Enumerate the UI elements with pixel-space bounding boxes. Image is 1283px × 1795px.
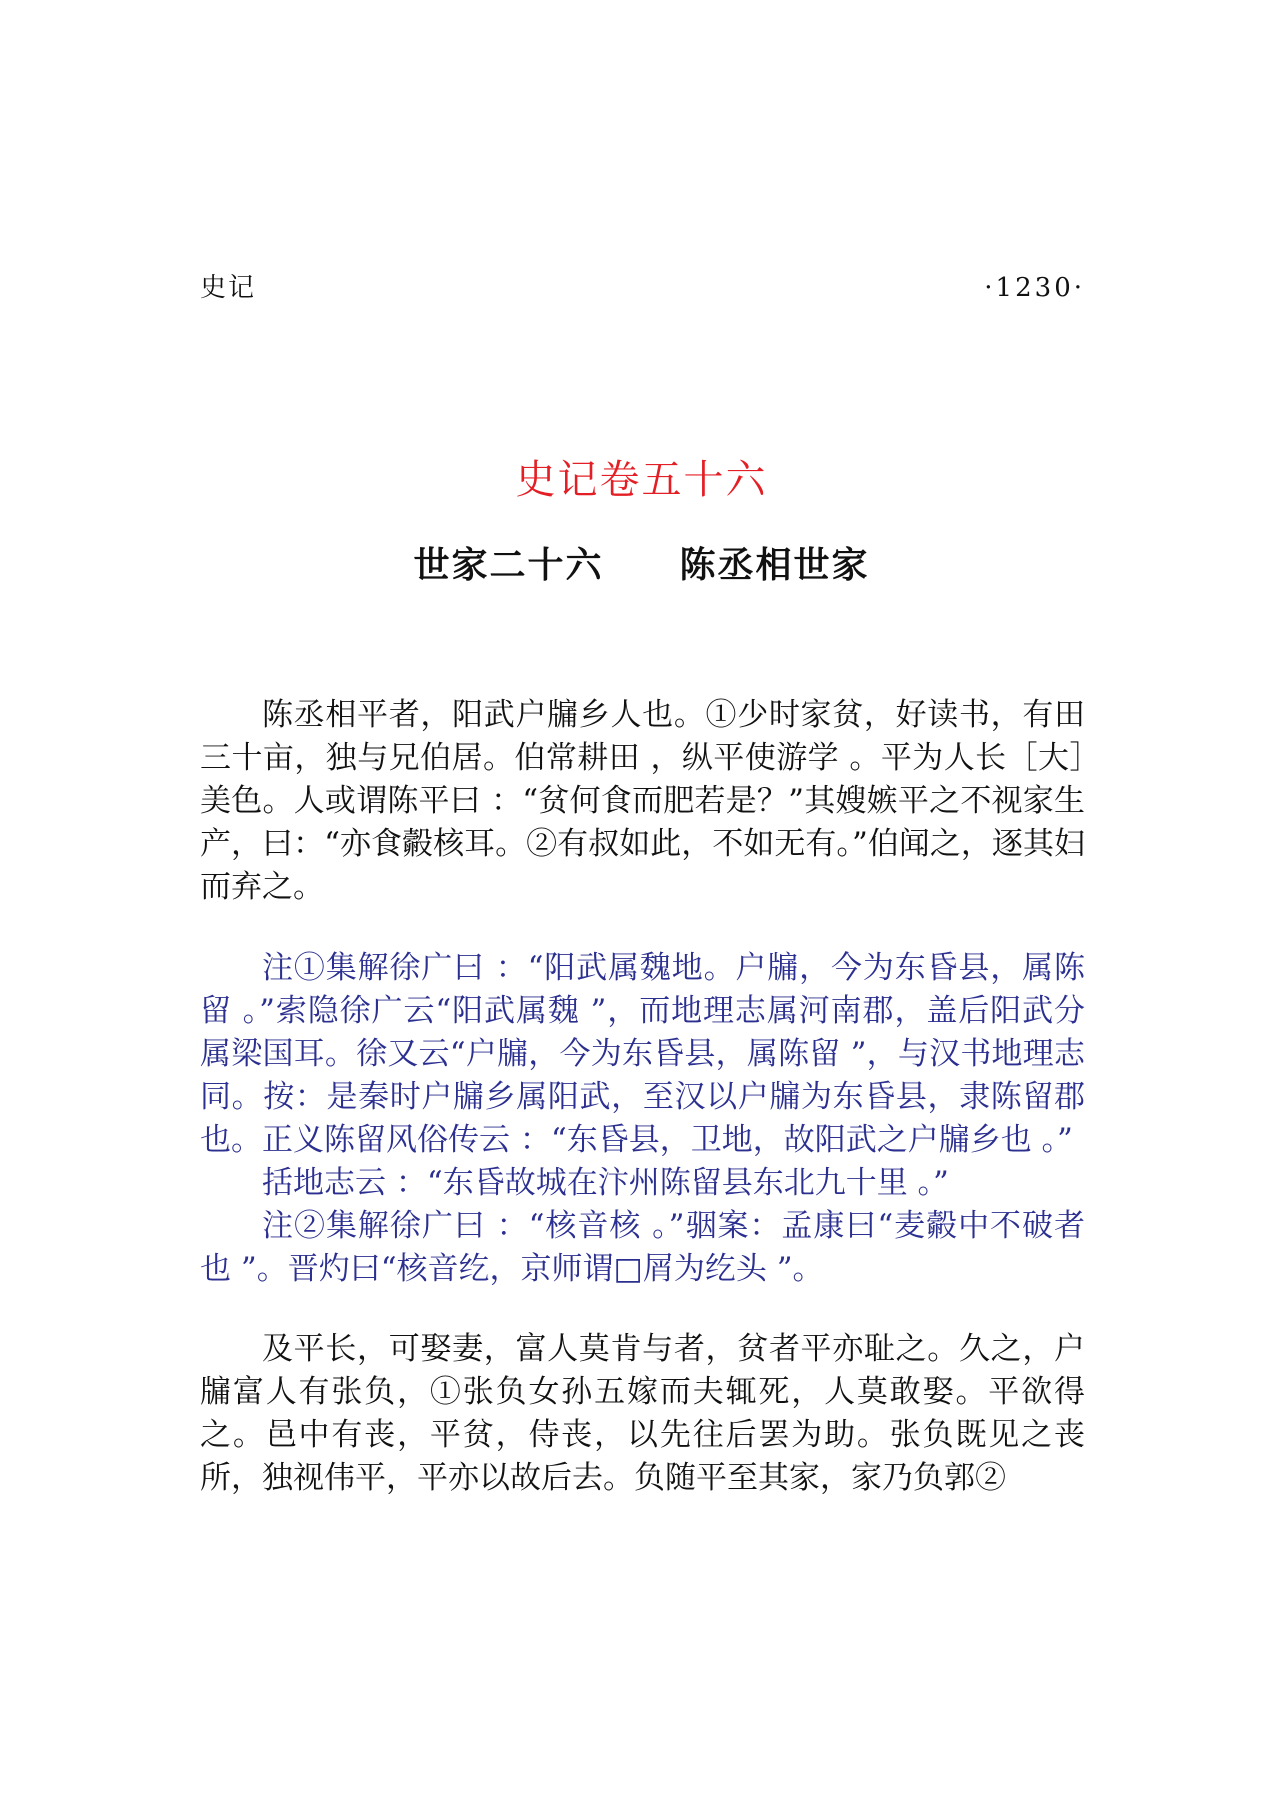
main-text-block bbox=[200, 694, 1085, 909]
body-paragraph: 陈丞相平者，阳武户牖乡人也。①少时家贫，好读书，有田三十亩，独与兄伯居。伯常耕田 ，纵平使游学 。平为人长［大］美色。人或谓陈平曰 ：“贫何食而肥若是？”其嫂嫉平之不视家生产，曰：“亦食㲉核耳。②有叔如此，不如无有。”伯闻之，逐其妇而弃之。 bbox=[200, 697, 1085, 905]
main-text-block-2 bbox=[200, 1328, 1085, 1500]
annotation-block bbox=[200, 947, 1085, 1291]
body-paragraph: 及平长，可娶妻，富人莫肯与者，贫者平亦耻之。久之，户牖富人有张负，①张负女孙五嫁而夫辄死，人莫敢娶。平欲得之。邑中有丧，平贫，侍丧，以先往后罢为助。张负既见之丧所，独视伟平，平亦以故后去。负随平至其家，家乃负郭② bbox=[200, 1331, 1085, 1496]
page-number: ·1230· bbox=[984, 273, 1085, 303]
volume-title: 史记卷五十六 bbox=[515, 457, 768, 503]
section-title: 世家二十六 陈丞相世家 bbox=[413, 545, 870, 586]
running-header bbox=[200, 268, 1085, 308]
annotation-note: 注②集解徐广曰 ：“核音核 。”骃案：孟康曰“麦㲉中不破者也 ”。晋灼曰“核音纥，京师谓□屑为纥头 ”。 bbox=[200, 1208, 1085, 1287]
annotation-note: 括地志云 ：“东昏故城在汴州陈留县东北九十里 。” bbox=[262, 1165, 949, 1201]
annotation-note: 注①集解徐广曰 ：“阳武属魏地。户牖，今为东昏县，属陈留 。”索隐徐广云“阳武属魏 ”，而地理志属河南郡，盖后阳武分属梁国耳。徐又云“户牖，今为东昏县，属陈留 ”，与汉书地理志同。按：是秦时户牖乡属阳武，至汉以户牖为东昏县，隶陈留郡也。正义陈留风俗传云 ：“东昏县，卫地，故阳武之户牖乡也 。” bbox=[200, 950, 1085, 1158]
book-title: 史记 bbox=[200, 273, 257, 303]
